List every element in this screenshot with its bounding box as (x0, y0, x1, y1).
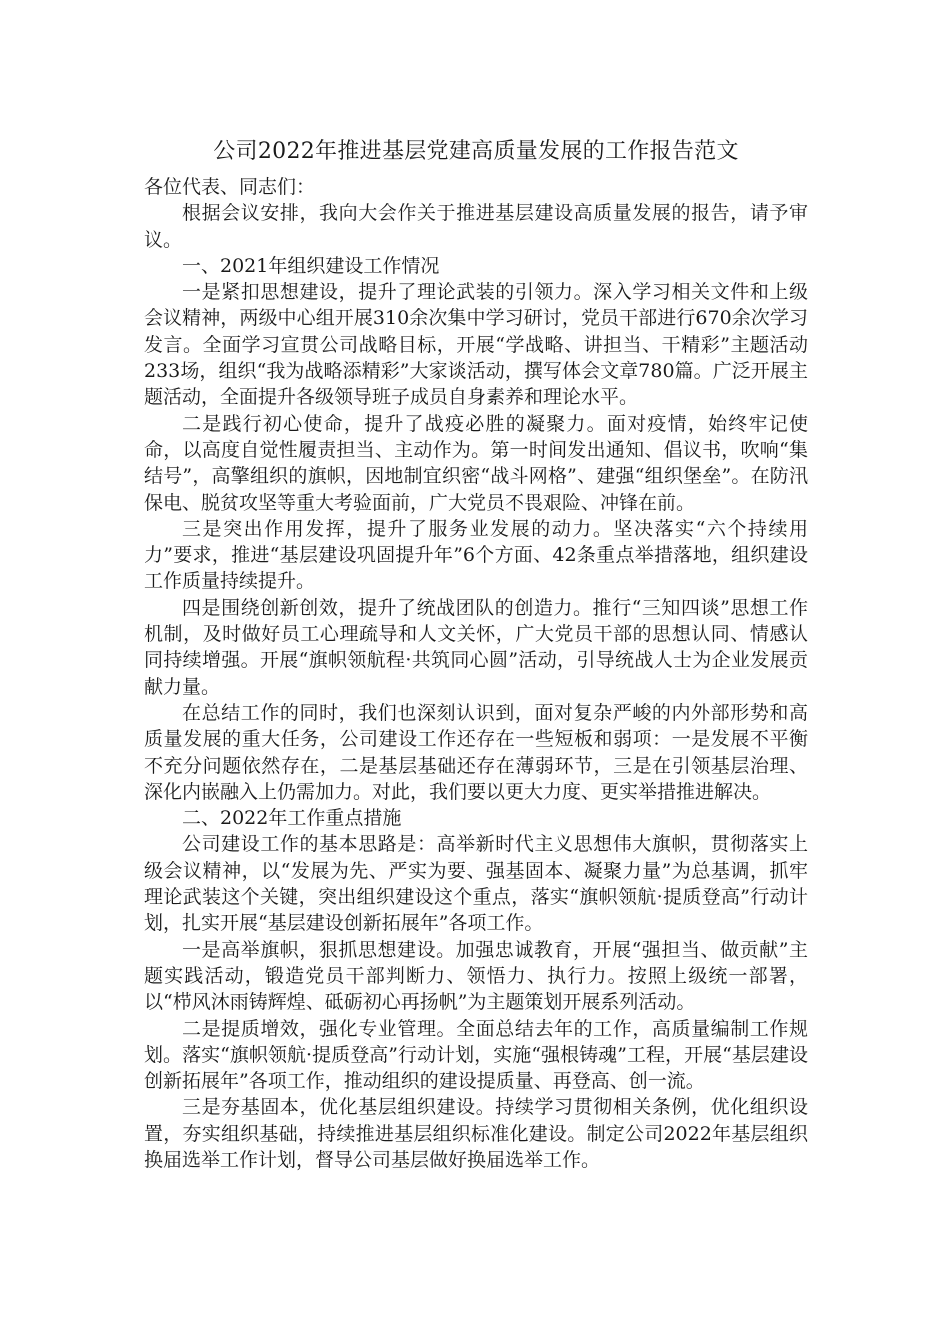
paragraph-2-2: 二是提质增效，强化专业管理。全面总结去年的工作，高质量编制工作规划。落实“旗帜领航·提质登高”行动计划，实施“强根铸魂”工程，开展“基层建设创新拓展年”各项工作，推动组织的建设提质量、再登高、创一流。 (144, 1017, 808, 1093)
paragraph-2-1: 一是高举旗帜，狠抓思想建设。加强忠诚教育，开展“强担当、做贡献”主题实践活动，锻造党员干部判断力、领悟力、执行力。按照上级统一部署，以“栉风沐雨铸辉煌、砥砺初心再扬帆”为主题策划开展系列活动。 (144, 938, 808, 1014)
section-heading-2: 二、2022年工作重点措施 (182, 807, 402, 830)
paragraph-1-3: 三是突出作用发挥，提升了服务业发展的动力。坚决落实“六个持续用力”要求，推进“基层建设巩固提升年”6个方面、42条重点举措落地，组织建设工作质量持续提升。 (144, 517, 808, 593)
paragraph-1-summary: 在总结工作的同时，我们也深刻认识到，面对复杂严峻的内外部形势和高质量发展的重大任务，公司建设工作还存在一些短板和弱项：一是发展不平衡不充分问题依然存在，二是基层基础还存在薄弱环节，三是在引领基层治理、深化内嵌融入上仍需加力。对此，我们要以更大力度、更实举措推进解决。 (144, 701, 808, 803)
salutation: 各位代表、同志们： (144, 176, 316, 198)
paragraph-1-1: 一是紧扣思想建设，提升了理论武装的引领力。深入学习相关文件和上级会议精神，两级中心组开展310余次集中学习研讨，党员干部进行670余次学习发言。全面学习宣贯公司战略目标，开展“学战略、讲担当、干精彩”主题活动233场，组织“我为战略添精彩”大家谈活动，撰写体会文章780篇。广泛开展主题活动，全面提升各级领导班子成员自身素养和理论水平。 (144, 281, 808, 409)
document-body (144, 138, 808, 1173)
paragraph-2-3: 三是夯基固本，优化基层组织建设。持续学习贯彻相关条例，优化组织设置，夯实组织基础，持续推进基层组织标准化建设。制定公司2022年基层组织换届选举工作计划，督导公司基层做好换届选举工作。 (144, 1096, 808, 1171)
paragraph-1-4: 四是围绕创新创效，提升了统战团队的创造力。推行“三知四谈”思想工作机制，及时做好员工心理疏导和人文关怀，广大党员干部的思想认同、情感认同持续增强。开展“旗帜领航程·共筑同心圆”活动，引导统战人士为企业发展贡献力量。 (144, 596, 808, 698)
paragraph-intro: 根据会议安排，我向大会作关于推进基层建设高质量发展的报告，请予审议。 (144, 202, 808, 251)
section-heading-1: 一、2021年组织建设工作情况 (182, 254, 440, 277)
document-title: 公司2022年推进基层党建高质量发展的工作报告范文 (213, 139, 739, 164)
paragraph-2-intro: 公司建设工作的基本思路是：高举新时代主义思想伟大旗帜，贯彻落实上级会议精神，以“发展为先、严实为要、强基固本、凝聚力量”为总基调，抓牢理论武装这个关键，突出组织建设这个重点，落实“旗帜领航·提质登高”行动计划，扎实开展“基层建设创新拓展年”各项工作。 (144, 833, 808, 935)
paragraph-1-2: 二是践行初心使命，提升了战疫必胜的凝聚力。面对疫情，始终牢记使命，以高度自觉性履责担当、主动作为。第一时间发出通知、倡议书，吹响“集结号”，高擎组织的旗帜，因地制宜织密“战斗网格”、建强“组织堡垒”。在防汛保电、脱贫攻坚等重大考验面前，广大党员不畏艰险、冲锋在前。 (144, 412, 808, 514)
